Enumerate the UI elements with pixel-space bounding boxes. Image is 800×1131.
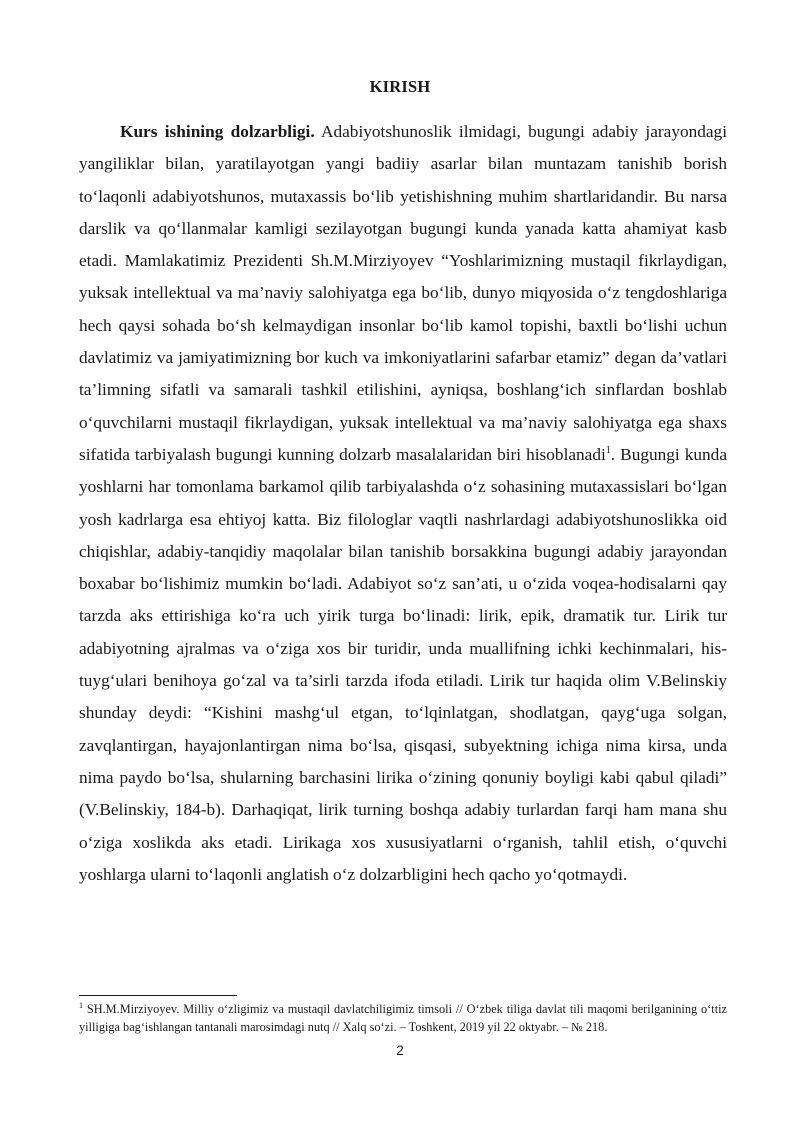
footnote-separator [79,995,237,996]
page-number: 2 [396,1043,404,1058]
footnote-marker: 1 [79,1000,83,1010]
paragraph-text-part2: . Bugungi kunda yoshlarni har tomonlama barkamol qilib tarbiyalashda o‘z sohasining mutaxassislari bo‘lgan yosh kadrlarga esa ehtiyoj katta. Biz filologlar vaqtli nashrlardagi adabiyotshunoslikka oid chiqishlar, adabiy-tanqidiy maqolalar bilan tanishib borsakkina bugungi adabiy jarayondan boxabar bo‘lishimiz mumkin bo‘ladi. Adabiyot so‘z san’ati, u o‘zida voqea-hodisalarni qay tarzda aks ettirishiga ko‘ra uch yirik turga bo‘linadi: lirik, epik, dramatik tur. Lirik tur adabiyotning ajralmas va o‘ziga xos bir turidir, unda muallifning ichki kechinmalari, his-tuyg‘ulari benihoya go‘zal va ta’sirli tarzda ifoda etiladi. Lirik tur haqida olim V.Belinskiy shunday deydi: “Kishini mashg‘ul etgan, to‘lqinlatgan, shodlatgan, qayg‘uga solgan, zavqlantirgan, hayajonlantirgan nima bo‘lsa, qisqasi, subyektning ichiga nima kirsa, unda nima paydo bo‘lsa, shularning barchasini lirika o‘zining qonuniy boyligi kabi qabul qiladi” (V.Belinskiy, 184-b). Darhaqiqat, lirik turning boshqa adabiy turlardan farqi ham mana shu o‘ziga xoslikda aks etadi. Lirikaga xos xususiyatlarni o‘rganish, tahlil etish, o‘quvchi yoshlarga ularni to‘laqonli anglatish o‘z dolzarbligini hech qacho yo‘qotmaydi. [79,444,727,884]
body-paragraph [79,116,727,891]
footnote [79,1001,727,1036]
footnote-reference: 1 [605,445,611,457]
section-lead: Kurs ishining dolzarbligi. [120,122,315,141]
paragraph-text-part1: Adabiyotshunoslik ilmidagi, bugungi adabiy jarayondagi yangiliklar bilan, yaratilayotgan yangi badiiy asarlar bilan muntazam tanishib borish to‘laqonli adabiyotshunos, mutaxassis bo‘lib yetishishning muhim shartlaridandir. Bu narsa darslik va qo‘llanmalar kamligi sezilayotgan bugungi kunda yanada katta ahamiyat kasb etadi. Mamlakatimiz Prezidenti Sh.M.Mirziyoyev “Yoshlarimizning mustaqil fikrlaydigan, yuksak intellektual va ma’naviy salohiyatga ega bo‘lib, dunyo miqyosida o‘z tengdoshlariga hech qaysi sohada bo‘sh kelmaydigan insonlar bo‘lib kamol topishi, baxtli bo‘lishi uchun davlatimiz va jamiyatimizning bor kuch va imkoniyatlarini safarbar etamiz” degan da’vatlari ta’limning sifatli va samarali tashkil etilishini, ayniqsa, boshlang‘ich sinflardan boshlab o‘quvchilarni mustaqil fikrlaydigan, yuksak intellektual va ma’naviy salohiyatga ega shaxs sifatida tarbiyalash bugungi kunning dolzarb masalalaridan biri hisoblanadi [79,122,728,464]
footnote-text: SH.M.Mirziyoyev. Milliy o‘zligimiz va mustaqil davlatchiligimiz timsoli // O‘zbek tiliga davlat tili maqomi berilganining o‘ttiz yilligiga bag‘ishlangan tantanali marosimdagi nutq // Xalq so‘zi. – Toshkent, 2019 yil 22 oktyabr. – № 218. [79,1002,727,1034]
page-title: KIRISH [369,77,431,96]
